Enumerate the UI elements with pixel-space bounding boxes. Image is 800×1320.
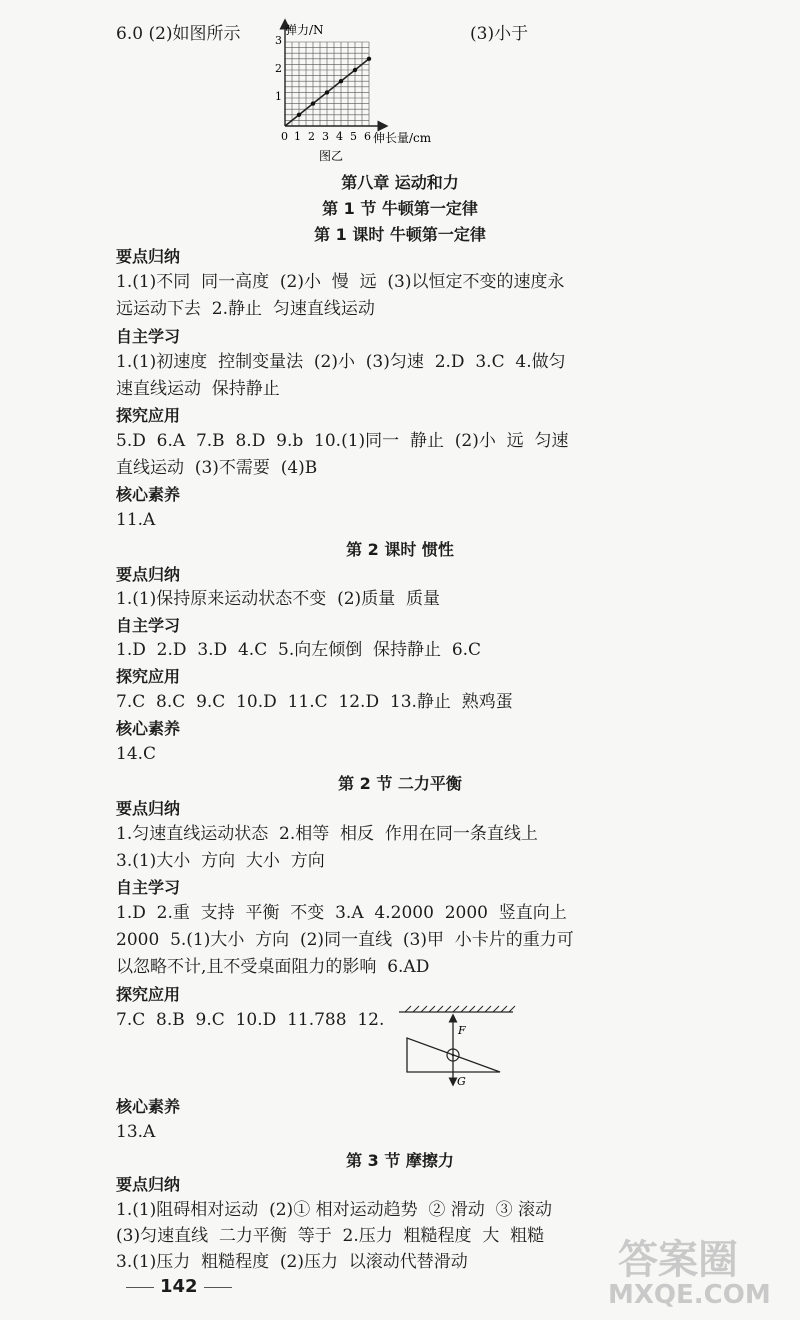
graph-data-point bbox=[339, 79, 343, 83]
l2-heading-explore: 探究应用 bbox=[116, 667, 181, 686]
ceiling-hatch bbox=[405, 1006, 515, 1012]
watermark-url: MXQE.COM bbox=[608, 1280, 771, 1310]
s3-key-points-line1: 1.(1)阻碍相对运动 (2)① 相对运动趋势 ② 滑动 ③ 滚动 bbox=[116, 1200, 553, 1220]
graph-data-point bbox=[353, 68, 357, 72]
graph-caption: 图乙 bbox=[319, 149, 344, 163]
l1-explore-line1: 5.D 6.A 7.B 8.D 9.b 10.(1)同一 静止 (2)小 远 匀速 bbox=[116, 431, 569, 451]
hatch-mark bbox=[405, 1006, 411, 1012]
spring-force-graph bbox=[255, 18, 480, 170]
s2-explore-line1: 7.C 8.B 9.C 10.D 11.788 12. bbox=[116, 1010, 385, 1030]
l1-heading-explore: 探究应用 bbox=[116, 406, 181, 425]
hatch-mark bbox=[485, 1006, 491, 1012]
l2-heading-core: 核心素养 bbox=[116, 719, 181, 738]
s2-self-study-line3: 以忽略不计,且不受桌面阻力的影响 6.AD bbox=[116, 957, 430, 977]
answer-6-part3-text: (3)小于 bbox=[470, 24, 529, 44]
l1-key-points-line1: 1.(1)不同 同一高度 (2)小 慢 远 (3)以恒定不变的速度永 bbox=[116, 272, 565, 292]
hatch-mark bbox=[461, 1006, 467, 1012]
graph-tick-y-2: 2 bbox=[275, 62, 282, 75]
l1-heading-key-points: 要点归纳 bbox=[116, 247, 181, 266]
s3-key-points-line2: (3)匀速直线 二力平衡 等于 2.压力 粗糙程度 大 粗糙 bbox=[116, 1226, 545, 1246]
s2-self-study-line1: 1.D 2.重 支持 平衡 不变 3.A 4.2000 2000 竖直向上 bbox=[116, 903, 567, 923]
page-dash-right bbox=[204, 1287, 232, 1288]
force-f-label: F bbox=[458, 1024, 466, 1037]
chapter-title: 第八章 运动和力 bbox=[341, 173, 459, 192]
hatch-mark bbox=[453, 1006, 459, 1012]
section-3-title: 第 3 节 摩擦力 bbox=[346, 1151, 454, 1170]
s2-heading-key-points: 要点归纳 bbox=[116, 799, 181, 818]
l1-key-points-line2: 远运动下去 2.静止 匀速直线运动 bbox=[116, 299, 375, 319]
hatch-mark bbox=[477, 1006, 483, 1012]
graph-tick-y-3: 3 bbox=[275, 34, 282, 47]
hatch-mark bbox=[429, 1006, 435, 1012]
s2-heading-self-study: 自主学习 bbox=[116, 878, 181, 897]
l2-key-points-line1: 1.(1)保持原来运动状态不变 (2)质量 质量 bbox=[116, 589, 440, 609]
l2-self-study-line1: 1.D 2.D 3.D 4.C 5.向左倾倒 保持静止 6.C bbox=[116, 640, 482, 660]
hatch-mark bbox=[469, 1006, 475, 1012]
s3-heading-key-points: 要点归纳 bbox=[116, 1175, 181, 1194]
graph-tick-x-5: 5 bbox=[350, 130, 357, 143]
l2-heading-self-study: 自主学习 bbox=[116, 616, 181, 635]
l2-core-line1: 14.C bbox=[116, 744, 157, 764]
hatch-mark bbox=[445, 1006, 451, 1012]
l1-core-line1: 11.A bbox=[116, 510, 156, 530]
graph-tick-x-1: 1 bbox=[294, 130, 301, 143]
graph-data-point bbox=[325, 90, 329, 94]
force-diagram bbox=[395, 1004, 520, 1092]
l2-heading-key-points: 要点归纳 bbox=[116, 565, 181, 584]
graph-tick-x-0: 0 bbox=[281, 130, 288, 143]
s2-core-line1: 13.A bbox=[116, 1122, 156, 1142]
watermark-logo: 答案圈 bbox=[618, 1237, 738, 1283]
l1-self-study-line1: 1.(1)初速度 控制变量法 (2)小 (3)匀速 2.D 3.C 4.做匀 bbox=[116, 352, 566, 372]
graph-tick-x-3: 3 bbox=[322, 130, 329, 143]
l1-heading-self-study: 自主学习 bbox=[116, 327, 181, 346]
page-number: 142 bbox=[160, 1276, 198, 1297]
graph-y-label: 弹力/N bbox=[285, 23, 324, 37]
s2-key-points-line1: 1.匀速直线运动状态 2.相等 相反 作用在同一条直线上 bbox=[116, 824, 538, 844]
graph-tick-x-4: 4 bbox=[336, 130, 343, 143]
graph-tick-y-1: 1 bbox=[275, 90, 282, 103]
hatch-mark bbox=[437, 1006, 443, 1012]
l1-heading-core: 核心素养 bbox=[116, 485, 181, 504]
l1-self-study-line2: 速直线运动 保持静止 bbox=[116, 379, 280, 399]
graph-data-point bbox=[367, 57, 371, 61]
s2-self-study-line2: 2000 5.(1)大小 方向 (2)同一直线 (3)甲 小卡片的重力可 bbox=[116, 930, 574, 950]
hatch-mark bbox=[501, 1006, 507, 1012]
answer-6-text: 6.0 (2)如图所示 bbox=[116, 24, 241, 44]
l1-explore-line2: 直线运动 (3)不需要 (4)B bbox=[116, 458, 318, 478]
lesson-2-title: 第 2 课时 惯性 bbox=[346, 540, 454, 559]
s3-key-points-line3: 3.(1)压力 粗糙程度 (2)压力 以滚动代替滑动 bbox=[116, 1252, 468, 1272]
s2-key-points-line2: 3.(1)大小 方向 大小 方向 bbox=[116, 851, 325, 871]
graph-x-label: 伸长量/cm bbox=[373, 131, 432, 145]
page-dash-left bbox=[126, 1287, 154, 1288]
s2-heading-core: 核心素养 bbox=[116, 1097, 181, 1116]
hatch-mark bbox=[413, 1006, 419, 1012]
graph-tick-x-2: 2 bbox=[308, 130, 315, 143]
graph-tick-x-6: 6 bbox=[364, 130, 371, 143]
force-g-label: G bbox=[457, 1075, 466, 1088]
l2-explore-line1: 7.C 8.C 9.C 10.D 11.C 12.D 13.静止 熟鸡蛋 bbox=[116, 692, 513, 712]
section-1-title: 第 1 节 牛顿第一定律 bbox=[322, 199, 478, 218]
s2-heading-explore: 探究应用 bbox=[116, 985, 181, 1004]
graph-data-point bbox=[311, 101, 315, 105]
hatch-mark bbox=[493, 1006, 499, 1012]
hatch-mark bbox=[421, 1006, 427, 1012]
graph-data-point bbox=[297, 113, 301, 117]
section-2-title: 第 2 节 二力平衡 bbox=[338, 774, 462, 793]
lesson-1-title: 第 1 课时 牛顿第一定律 bbox=[314, 225, 486, 244]
hatch-mark bbox=[509, 1006, 515, 1012]
